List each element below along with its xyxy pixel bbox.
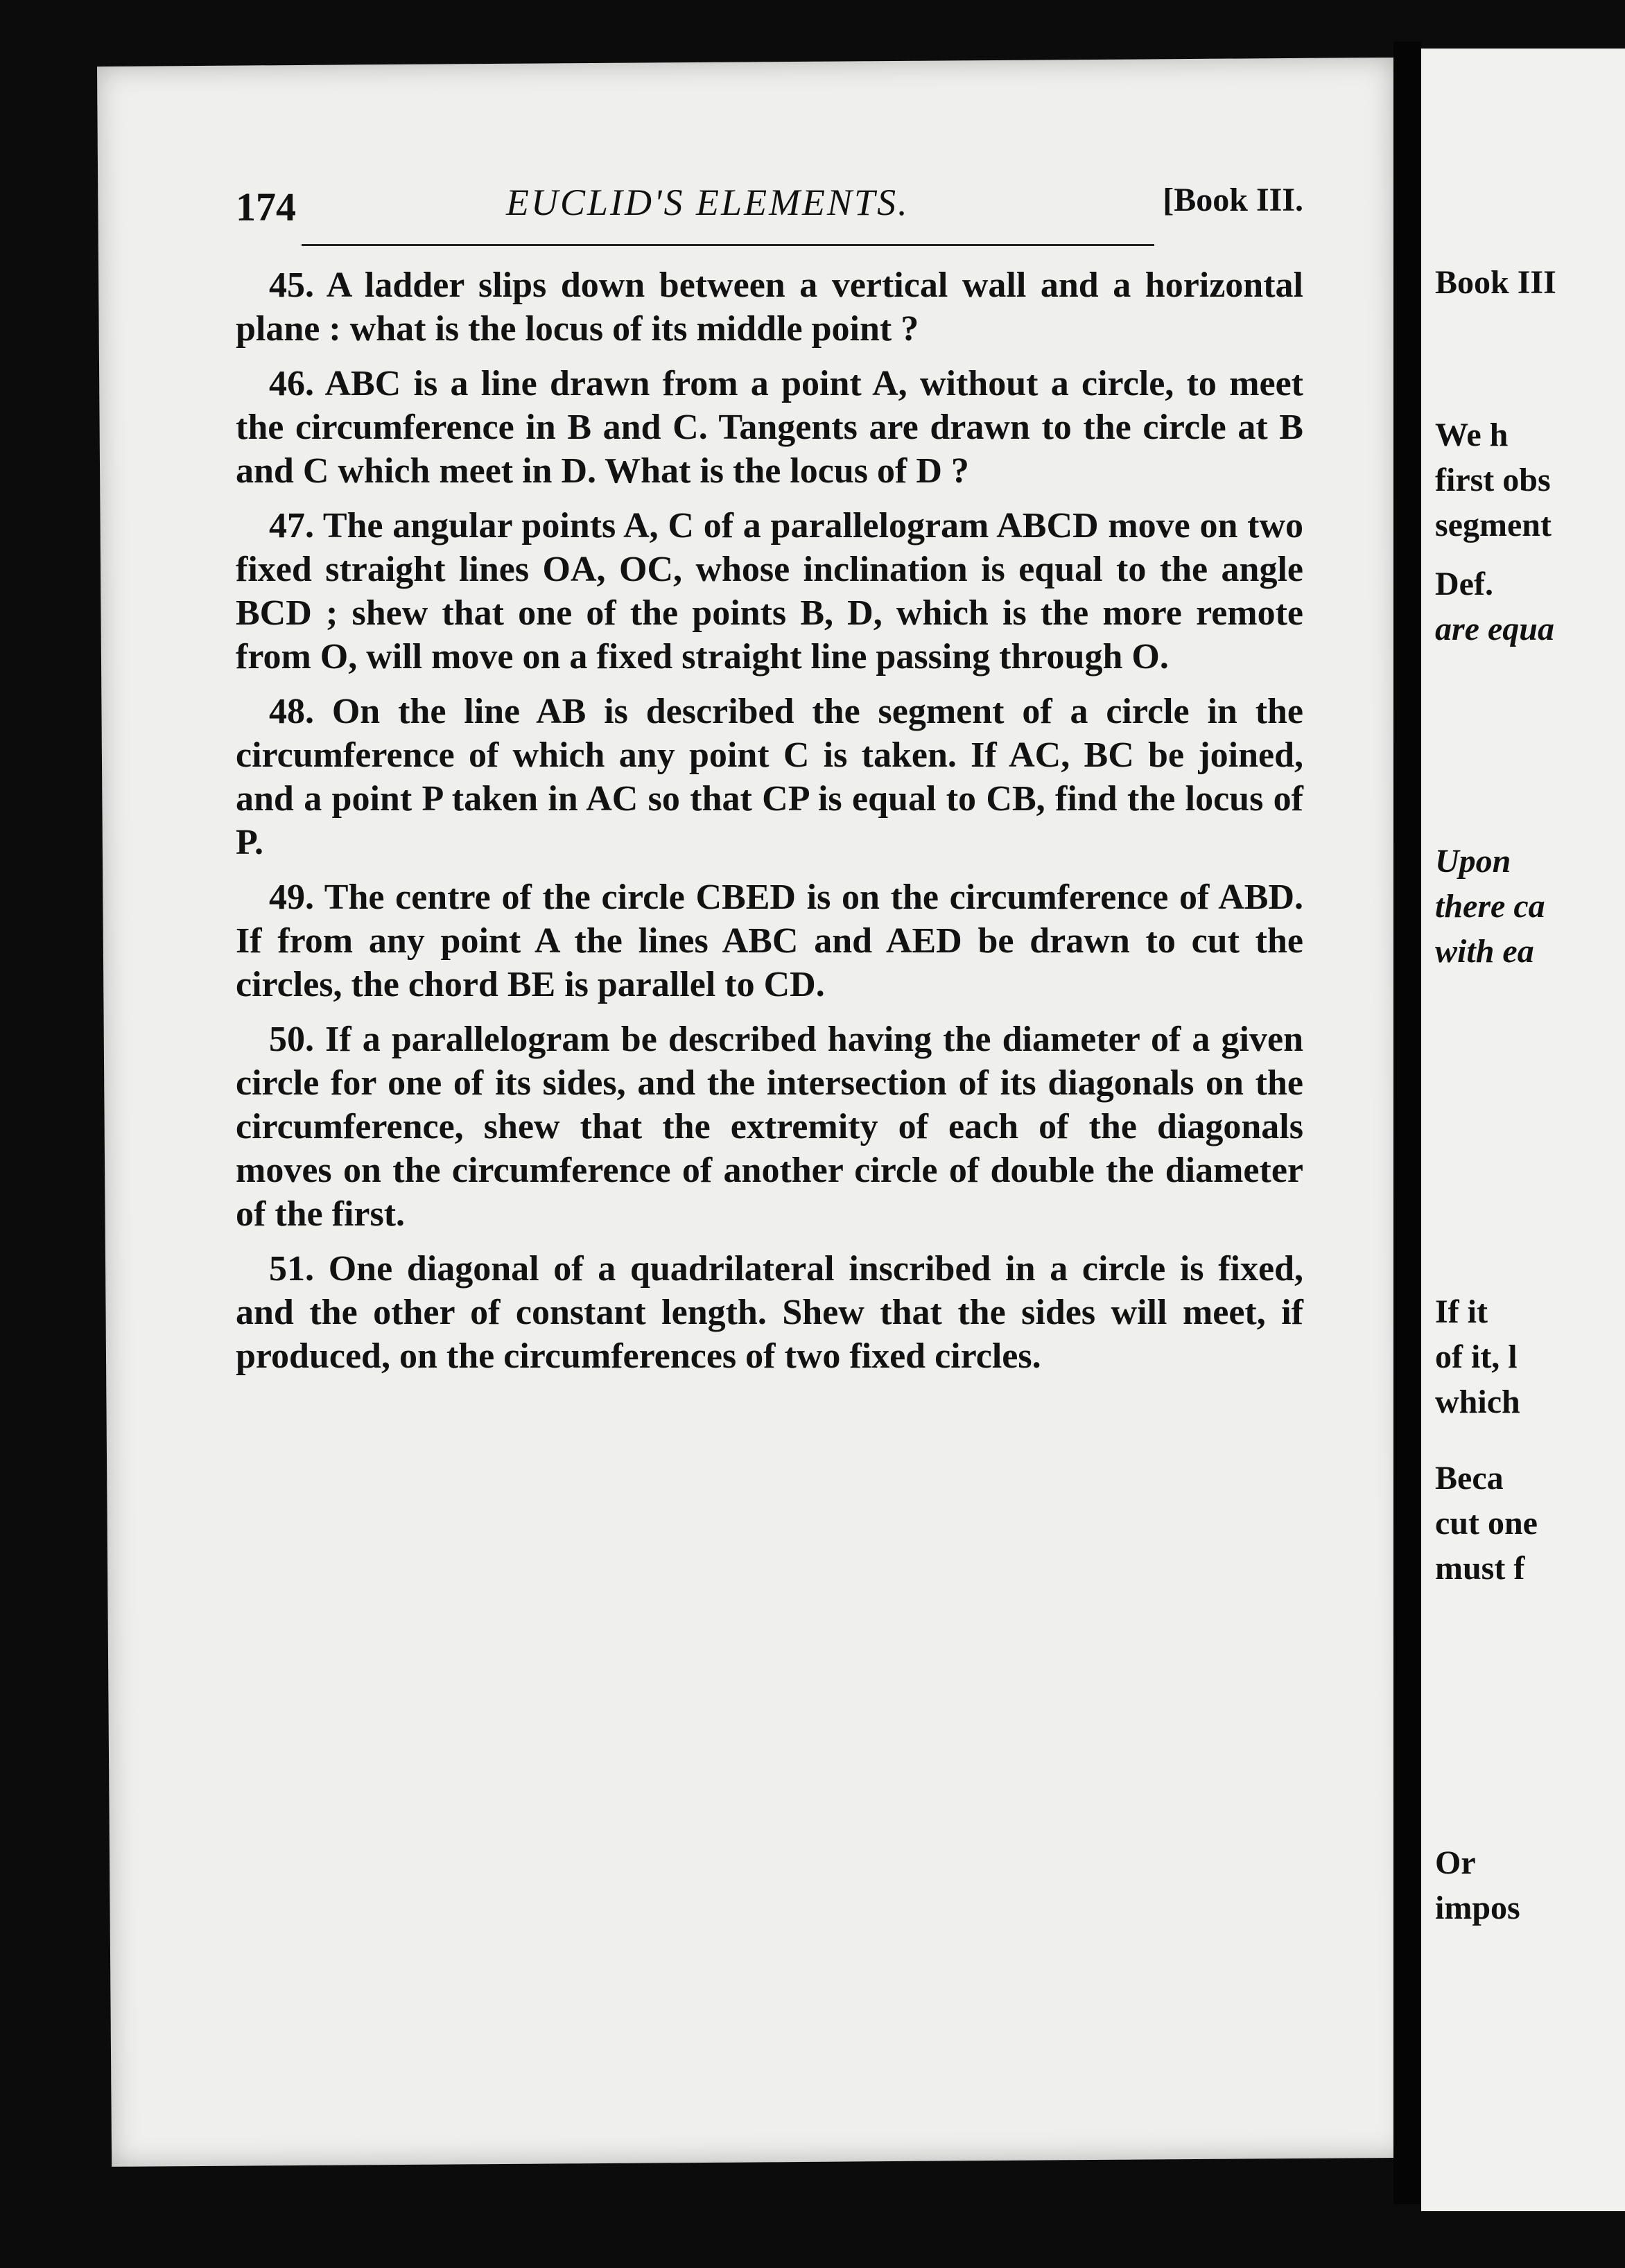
problem-text: The angular points A, C of a parallelogram ABCD move on two fixed straight lines OA, OC, whose inclination is equal to the angle BCD ; shew that one of the points B, D, which is the more remote from O, will move on a fixed straight line passing through O. xyxy=(236,506,1303,677)
right-fragment: If it xyxy=(1435,1293,1488,1330)
right-fragment: segment xyxy=(1435,507,1552,543)
right-fragment: first obs xyxy=(1435,462,1551,498)
book-page-right xyxy=(1421,49,1625,2211)
right-fragment: there ca xyxy=(1435,888,1545,925)
right-fragment: Beca xyxy=(1435,1460,1504,1497)
right-fragment: Book III xyxy=(1435,264,1556,301)
right-fragment: are equa xyxy=(1435,611,1554,647)
problem-text: One diagonal of a quadrilateral inscribed in a circle is fixed, and the other of constant length. Shew that the sides will meet, if produced, on the circumferences of two fixed circles. xyxy=(236,1249,1303,1376)
problem-46 xyxy=(236,362,1303,493)
problem-list xyxy=(236,263,1303,1389)
problem-number: 47. xyxy=(269,506,314,546)
right-fragment: Def. xyxy=(1435,566,1493,602)
problem-49 xyxy=(236,875,1303,1006)
right-fragment: which xyxy=(1435,1384,1520,1420)
problem-number: 50. xyxy=(269,1020,314,1059)
right-fragment: Or xyxy=(1435,1844,1476,1881)
problem-number: 48. xyxy=(269,692,314,731)
problem-text: ABC is a line drawn from a point A, without a circle, to meet the circumference in B and C. Tangents are drawn to the circle at B and C which meet in D. What is the locus of D ? xyxy=(236,364,1303,491)
problem-number: 51. xyxy=(269,1249,314,1289)
problem-47 xyxy=(236,504,1303,679)
right-fragment: cut one xyxy=(1435,1505,1538,1542)
problem-text: A ladder slips down between a vertical wall and a horizontal plane : what is the locus of its middle point ? xyxy=(236,265,1303,349)
problem-51 xyxy=(236,1247,1303,1378)
problem-text: If a parallelogram be described having the diameter of a given circle for one of its sides, and the intersection of its diagonals on the circumference, shew that the extremity of each of the diagonals moves on the circumference of another circle of double the diameter of the first. xyxy=(236,1020,1303,1234)
book-tag: [Book III. xyxy=(1163,182,1303,218)
page-header xyxy=(236,177,1303,239)
problem-text: The centre of the circle CBED is on the circumference of ABD. If from any point A the lines ABC and AED be drawn to cut the circles, the chord BE is parallel to CD. xyxy=(236,878,1303,1004)
right-fragment: Upon xyxy=(1435,843,1511,880)
right-fragment: We h xyxy=(1435,417,1509,453)
header-rule xyxy=(302,244,1154,246)
right-fragment: impos xyxy=(1435,1890,1520,1926)
problem-48 xyxy=(236,690,1303,864)
problem-text: On the line AB is described the segment of a circle in the circumference of which any point C is taken. If AC, BC be joined, and a point P taken in AC so that CP is equal to CB, find the locus of P. xyxy=(236,692,1304,862)
page-number: 174 xyxy=(236,184,296,229)
problem-45 xyxy=(236,263,1303,351)
right-fragment: with ea xyxy=(1435,933,1534,970)
right-fragment: must f xyxy=(1435,1550,1525,1587)
problem-number: 46. xyxy=(269,364,314,403)
book-gutter xyxy=(1393,42,1421,2204)
right-fragment: of it, l xyxy=(1435,1338,1518,1375)
problem-number: 49. xyxy=(269,878,314,917)
problem-50 xyxy=(236,1018,1303,1236)
running-title: EUCLID'S ELEMENTS. xyxy=(506,182,910,223)
problem-number: 45. xyxy=(269,265,314,305)
